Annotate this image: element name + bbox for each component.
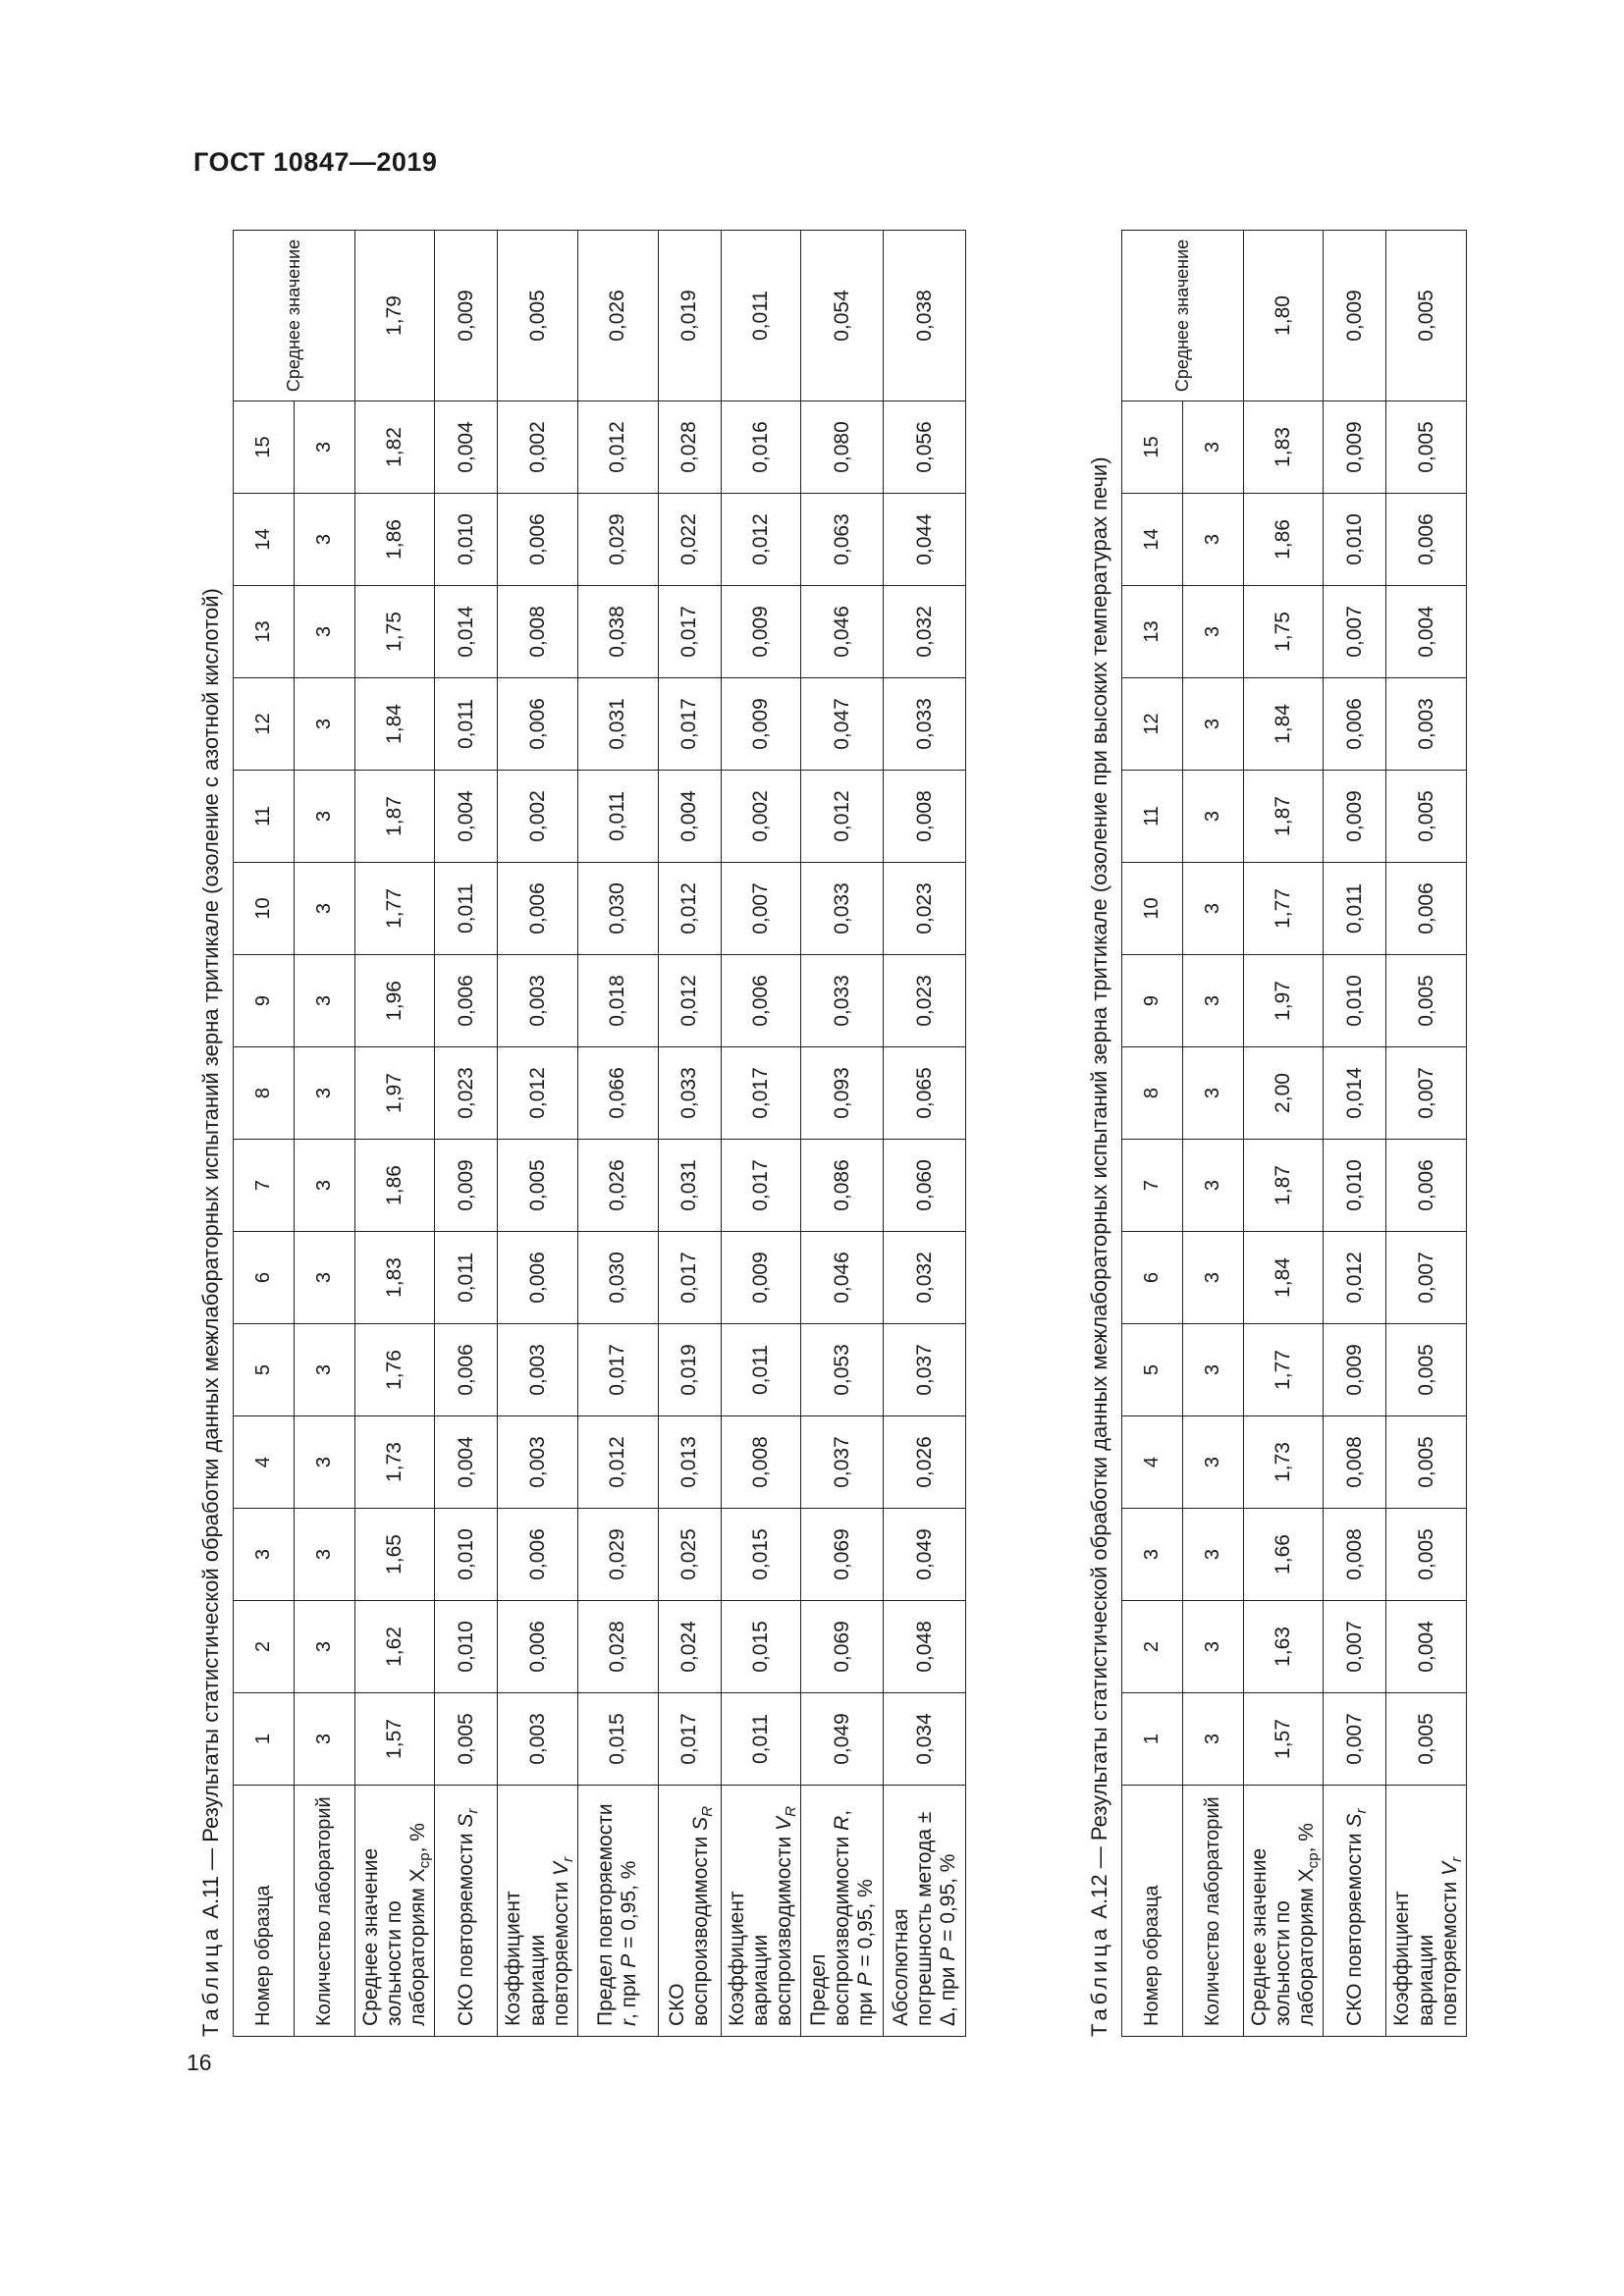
value-cell: 1,73 [1244, 1416, 1324, 1509]
value-cell: 0,009 [721, 1232, 800, 1324]
value-cell: 1,57 [355, 1693, 435, 1786]
value-cell: 1,73 [355, 1416, 435, 1509]
value-cell: 1,84 [1244, 678, 1324, 771]
value-cell: 0,003 [498, 1416, 577, 1509]
sample-number-cell: 13 [1122, 586, 1183, 678]
lab-count-cell: 3 [295, 1509, 355, 1601]
table-caption [1078, 231, 1121, 2037]
lab-count-header: Количество лабораторий [1183, 1786, 1244, 2037]
value-cell: 0,023 [884, 955, 966, 1047]
value-cell: 0,011 [721, 1324, 800, 1416]
value-cell: 0,012 [577, 401, 658, 494]
value-cell: 0,009 [1324, 1324, 1386, 1416]
lab-count-cell: 3 [1183, 1324, 1244, 1416]
value-cell: 0,010 [435, 1601, 498, 1693]
value-cell: 0,032 [884, 1232, 966, 1324]
value-cell: 0,008 [721, 1416, 800, 1509]
value-cell: 2,00 [1244, 1047, 1324, 1140]
value-cell: 1,87 [1244, 771, 1324, 863]
row-label: СКО повторяемости $S_r$ [435, 1786, 498, 2037]
sample-number-cell: 7 [234, 1140, 295, 1232]
value-cell: 0,004 [1386, 1601, 1466, 1693]
value-cell: 0,006 [721, 955, 800, 1047]
row-label: Коэффициент вариации воспроизводимости $V_R$ [721, 1786, 800, 2037]
value-cell: 0,011 [1324, 863, 1386, 955]
value-cell: 0,030 [577, 1232, 658, 1324]
value-cell: 0,011 [435, 863, 498, 955]
value-cell: 0,065 [884, 1047, 966, 1140]
value-cell: 0,014 [435, 586, 498, 678]
sample-number-row [1122, 231, 1183, 2037]
lab-count-cell: 3 [1183, 1693, 1244, 1786]
value-cell: 0,012 [801, 771, 884, 863]
lab-count-cell: 3 [295, 1232, 355, 1324]
value-cell: 0,025 [658, 1509, 721, 1601]
sample-number-cell: 15 [1122, 401, 1183, 494]
value-cell: 0,026 [577, 1140, 658, 1232]
sample-number-cell: 3 [234, 1509, 295, 1601]
value-cell: 0,032 [884, 586, 966, 678]
value-cell: 0,046 [801, 586, 884, 678]
value-cell: 0,015 [577, 1693, 658, 1786]
lab-count-cell: 3 [295, 1047, 355, 1140]
value-cell: 1,97 [355, 1047, 435, 1140]
lab-count-cell: 3 [295, 678, 355, 771]
value-cell: 1,84 [1244, 1232, 1324, 1324]
value-cell: 0,046 [801, 1232, 884, 1324]
value-cell: 0,015 [721, 1601, 800, 1693]
sample-number-cell: 10 [234, 863, 295, 955]
value-cell: 1,97 [1244, 955, 1324, 1047]
average-value-cell: 0,054 [801, 231, 884, 401]
row-label: Коэффициент вариации повторяемости $V_r$ [498, 1786, 577, 2037]
value-cell: 0,069 [801, 1601, 884, 1693]
average-value-cell: 1,80 [1244, 231, 1324, 401]
value-cell: 0,016 [721, 401, 800, 494]
value-cell: 0,066 [577, 1047, 658, 1140]
value-cell: 1,87 [1244, 1140, 1324, 1232]
table-row [1324, 231, 1386, 2037]
value-cell: 0,012 [658, 863, 721, 955]
row-label: Предел воспроизводимости R, при P = 0,95, % [801, 1786, 884, 2037]
value-cell: 0,023 [435, 1047, 498, 1140]
value-cell: 1,86 [1244, 494, 1324, 586]
value-cell: 0,011 [577, 771, 658, 863]
value-cell: 0,010 [1324, 955, 1386, 1047]
value-cell: 0,060 [884, 1140, 966, 1232]
value-cell: 0,048 [884, 1601, 966, 1693]
value-cell: 0,010 [435, 494, 498, 586]
sample-number-cell: 5 [1122, 1324, 1183, 1416]
value-cell: 1,87 [355, 771, 435, 863]
value-cell: 0,011 [435, 678, 498, 771]
average-value-cell: 0,026 [577, 231, 658, 401]
value-cell: 0,006 [498, 1509, 577, 1601]
value-cell: 0,056 [884, 401, 966, 494]
value-cell: 0,005 [498, 1140, 577, 1232]
value-cell: 0,012 [658, 955, 721, 1047]
value-cell: 0,017 [658, 678, 721, 771]
value-cell: 0,049 [884, 1509, 966, 1601]
value-cell: 1,65 [355, 1509, 435, 1601]
sample-number-cell: 12 [234, 678, 295, 771]
lab-count-cell: 3 [1183, 1232, 1244, 1324]
value-cell: 0,033 [884, 678, 966, 771]
value-cell: 0,008 [1324, 1509, 1386, 1601]
value-cell: 0,008 [498, 586, 577, 678]
value-cell: 0,011 [721, 1693, 800, 1786]
value-cell: 0,006 [1386, 494, 1466, 586]
value-cell: 1,84 [355, 678, 435, 771]
value-cell: 0,044 [884, 494, 966, 586]
lab-count-row [295, 231, 355, 2037]
value-cell: 0,026 [884, 1416, 966, 1509]
value-cell: 0,009 [1324, 401, 1386, 494]
lab-count-cell: 3 [1183, 494, 1244, 586]
value-cell: 0,037 [884, 1324, 966, 1416]
value-cell: 0,006 [498, 1232, 577, 1324]
average-value-cell: 0,005 [1386, 231, 1466, 401]
value-cell: 0,009 [1324, 771, 1386, 863]
caption-word: Таблица [198, 1924, 223, 2037]
lab-count-cell: 3 [1183, 955, 1244, 1047]
lab-count-row [1183, 231, 1244, 2037]
value-cell: 1,63 [1244, 1601, 1324, 1693]
table-row [498, 231, 577, 2037]
row-label: Среднее значение зольности по лабораториям $X_{ср}$, % [355, 1786, 435, 2037]
row-label: Среднее значение зольности по лабораториям $X_{ср}$, % [1244, 1786, 1324, 2037]
lab-count-cell: 3 [1183, 1509, 1244, 1601]
value-cell: 0,005 [1386, 771, 1466, 863]
value-cell: 0,002 [498, 401, 577, 494]
average-header: Среднее значение [1122, 231, 1244, 401]
value-cell: 0,018 [577, 955, 658, 1047]
table-a11-block [189, 231, 1044, 2037]
value-cell: 0,047 [801, 678, 884, 771]
value-cell: 0,007 [1324, 1693, 1386, 1786]
lab-count-cell: 3 [295, 1324, 355, 1416]
lab-count-cell: 3 [1183, 1416, 1244, 1509]
value-cell: 0,034 [884, 1693, 966, 1786]
row-label: Коэффициент вариации повторяемости $V_r$ [1386, 1786, 1466, 2037]
sample-number-cell: 2 [1122, 1601, 1183, 1693]
value-cell: 0,033 [801, 863, 884, 955]
sample-number-cell: 9 [234, 955, 295, 1047]
value-cell: 0,007 [1324, 1601, 1386, 1693]
value-cell: 0,006 [435, 955, 498, 1047]
value-cell: 0,014 [1324, 1047, 1386, 1140]
sample-number-cell: 4 [1122, 1416, 1183, 1509]
value-cell: 0,006 [498, 863, 577, 955]
average-value-cell: 0,009 [1324, 231, 1386, 401]
lab-count-cell: 3 [1183, 401, 1244, 494]
value-cell: 0,017 [658, 1693, 721, 1786]
value-cell: 1,75 [1244, 586, 1324, 678]
value-cell: 0,012 [498, 1047, 577, 1140]
table-row [355, 231, 435, 2037]
value-cell: 0,004 [435, 771, 498, 863]
value-cell: 0,005 [1386, 1324, 1466, 1416]
sample-number-cell: 14 [1122, 494, 1183, 586]
value-cell: 1,86 [355, 1140, 435, 1232]
value-cell: 0,008 [884, 771, 966, 863]
value-cell: 0,007 [1386, 1232, 1466, 1324]
value-cell: 1,82 [355, 401, 435, 494]
value-cell: 0,004 [1386, 586, 1466, 678]
lab-count-cell: 3 [1183, 863, 1244, 955]
sample-number-cell: 8 [1122, 1047, 1183, 1140]
value-cell: 0,007 [721, 863, 800, 955]
value-cell: 0,004 [658, 771, 721, 863]
value-cell: 0,033 [658, 1047, 721, 1140]
caption-word: Таблица [1087, 1924, 1111, 2037]
sample-number-cell: 11 [234, 771, 295, 863]
sample-number-cell: 2 [234, 1601, 295, 1693]
value-cell: 1,86 [355, 494, 435, 586]
value-cell: 0,009 [721, 678, 800, 771]
value-cell: 0,007 [1324, 586, 1386, 678]
value-cell: 0,010 [435, 1509, 498, 1601]
row-label: Предел повторяемости r, при P = 0,95, % [577, 1786, 658, 2037]
lab-count-cell: 3 [295, 1140, 355, 1232]
sample-number-cell: 4 [234, 1416, 295, 1509]
row-label: СКО повторяемости $S_r$ [1324, 1786, 1386, 2037]
lab-count-cell: 3 [295, 586, 355, 678]
table-body [1244, 231, 1467, 2037]
value-cell: 0,012 [577, 1416, 658, 1509]
lab-count-cell: 3 [1183, 678, 1244, 771]
value-cell: 1,77 [355, 863, 435, 955]
data-table [1121, 230, 1467, 2037]
table-row [658, 231, 721, 2037]
sample-number-cell: 5 [234, 1324, 295, 1416]
value-cell: 0,023 [884, 863, 966, 955]
value-cell: 0,005 [1386, 401, 1466, 494]
value-cell: 0,069 [801, 1509, 884, 1601]
value-cell: 1,77 [1244, 863, 1324, 955]
sample-number-cell: 8 [234, 1047, 295, 1140]
data-table [233, 230, 966, 2037]
average-header: Среднее значение [234, 231, 355, 401]
caption-text: А.12 — Результаты статистической обработки данных межлабораторных испытаний зерна тритикале (озоление при высоких температурах печи) [1087, 456, 1111, 1919]
sample-number-cell: 6 [234, 1232, 295, 1324]
value-cell: 0,002 [498, 771, 577, 863]
row-label: СКО воспроизводимости $S_R$ [658, 1786, 721, 2037]
value-cell: 1,75 [355, 586, 435, 678]
value-cell: 1,77 [1244, 1324, 1324, 1416]
value-cell: 0,008 [1324, 1416, 1386, 1509]
caption-text: А.11 — Результаты статистической обработки данных межлабораторных испытаний зерна тритикале (озоление с азотной кислотой) [198, 588, 223, 1919]
value-cell: 0,038 [577, 586, 658, 678]
lab-count-cell: 3 [295, 1693, 355, 1786]
value-cell: 0,017 [721, 1047, 800, 1140]
document-title: ГОСТ 10847—2019 [193, 147, 438, 177]
value-cell: 0,006 [1386, 863, 1466, 955]
value-cell: 0,006 [435, 1324, 498, 1416]
lab-count-cell: 3 [1183, 1140, 1244, 1232]
value-cell: 1,62 [355, 1601, 435, 1693]
value-cell: 0,003 [498, 955, 577, 1047]
value-cell: 0,024 [658, 1601, 721, 1693]
value-cell: 0,053 [801, 1324, 884, 1416]
value-cell: 0,010 [1324, 1140, 1386, 1232]
lab-count-cell: 3 [295, 771, 355, 863]
value-cell: 1,57 [1244, 1693, 1324, 1786]
lab-count-cell: 3 [295, 955, 355, 1047]
lab-count-cell: 3 [1183, 586, 1244, 678]
value-cell: 1,76 [355, 1324, 435, 1416]
lab-count-cell: 3 [1183, 771, 1244, 863]
average-value-cell: 0,005 [498, 231, 577, 401]
value-cell: 0,006 [498, 678, 577, 771]
table-row [884, 231, 966, 2037]
table-body [355, 231, 966, 2037]
average-value-cell: 0,019 [658, 231, 721, 401]
lab-count-cell: 3 [1183, 1601, 1244, 1693]
value-cell: 0,002 [721, 771, 800, 863]
value-cell: 0,006 [1324, 678, 1386, 771]
value-cell: 0,029 [577, 494, 658, 586]
value-cell: 0,019 [658, 1324, 721, 1416]
value-cell: 0,017 [658, 586, 721, 678]
value-cell: 0,033 [801, 955, 884, 1047]
value-cell: 0,004 [435, 401, 498, 494]
value-cell: 0,086 [801, 1140, 884, 1232]
sample-number-cell: 7 [1122, 1140, 1183, 1232]
value-cell: 0,080 [801, 401, 884, 494]
value-cell: 0,028 [658, 401, 721, 494]
value-cell: 0,005 [1386, 1509, 1466, 1601]
value-cell: 0,005 [1386, 955, 1466, 1047]
sample-number-cell: 3 [1122, 1509, 1183, 1601]
sample-number-cell: 15 [234, 401, 295, 494]
lab-count-cell: 3 [295, 1601, 355, 1693]
table-a12-block [1078, 231, 1490, 2037]
sample-number-cell: 1 [1122, 1693, 1183, 1786]
average-value-cell: 0,011 [721, 231, 800, 401]
table-row [1386, 231, 1466, 2037]
lab-count-cell: 3 [1183, 1047, 1244, 1140]
value-cell: 0,005 [1386, 1693, 1466, 1786]
table-row [1244, 231, 1324, 2037]
sample-number-cell: 13 [234, 586, 295, 678]
value-cell: 0,011 [435, 1232, 498, 1324]
table-row [435, 231, 498, 2037]
value-cell: 0,010 [1324, 494, 1386, 586]
lab-count-cell: 3 [295, 863, 355, 955]
table-row [801, 231, 884, 2037]
value-cell: 0,022 [658, 494, 721, 586]
value-cell: 1,83 [355, 1232, 435, 1324]
value-cell: 0,037 [801, 1416, 884, 1509]
value-cell: 0,029 [577, 1509, 658, 1601]
value-cell: 0,004 [435, 1416, 498, 1509]
value-cell: 0,003 [498, 1324, 577, 1416]
value-cell: 0,006 [498, 1601, 577, 1693]
table-caption [189, 231, 233, 2037]
value-cell: 1,83 [1244, 401, 1324, 494]
value-cell: 0,031 [577, 678, 658, 771]
value-cell: 0,017 [577, 1324, 658, 1416]
value-cell: 0,093 [801, 1047, 884, 1140]
row-label: Абсолютная погрешность метода ± Δ, при P = 0,95, % [884, 1786, 966, 2037]
lab-count-cell: 3 [295, 1416, 355, 1509]
value-cell: 0,063 [801, 494, 884, 586]
value-cell: 1,66 [1244, 1509, 1324, 1601]
value-cell: 0,017 [658, 1232, 721, 1324]
sample-number-cell: 12 [1122, 678, 1183, 771]
value-cell: 0,028 [577, 1601, 658, 1693]
average-value-cell: 1,79 [355, 231, 435, 401]
value-cell: 0,012 [721, 494, 800, 586]
value-cell: 0,005 [1386, 1416, 1466, 1509]
sample-number-cell: 10 [1122, 863, 1183, 955]
lab-count-header: Количество лабораторий [295, 1786, 355, 2037]
value-cell: 0,006 [498, 494, 577, 586]
table-row [577, 231, 658, 2037]
value-cell: 0,030 [577, 863, 658, 955]
table-row [721, 231, 800, 2037]
value-cell: 0,012 [1324, 1232, 1386, 1324]
value-cell: 1,96 [355, 955, 435, 1047]
average-value-cell: 0,038 [884, 231, 966, 401]
value-cell: 0,017 [721, 1140, 800, 1232]
sample-number-cell: 1 [234, 1693, 295, 1786]
value-cell: 0,013 [658, 1416, 721, 1509]
value-cell: 0,005 [435, 1693, 498, 1786]
sample-number-cell: 6 [1122, 1232, 1183, 1324]
value-cell: 0,003 [498, 1693, 577, 1786]
value-cell: 0,009 [721, 586, 800, 678]
lab-count-cell: 3 [295, 401, 355, 494]
sample-number-cell: 14 [234, 494, 295, 586]
sample-number-row [234, 231, 295, 2037]
value-cell: 0,009 [435, 1140, 498, 1232]
value-cell: 0,007 [1386, 1047, 1466, 1140]
sample-number-cell: 9 [1122, 955, 1183, 1047]
value-cell: 0,006 [1386, 1140, 1466, 1232]
page-number: 16 [187, 2050, 212, 2075]
average-value-cell: 0,009 [435, 231, 498, 401]
sample-number-cell: 11 [1122, 771, 1183, 863]
value-cell: 0,049 [801, 1693, 884, 1786]
sample-number-header: Номер образца [1122, 1786, 1183, 2037]
sample-number-header: Номер образца [234, 1786, 295, 2037]
value-cell: 0,015 [721, 1509, 800, 1601]
value-cell: 0,031 [658, 1140, 721, 1232]
lab-count-cell: 3 [295, 494, 355, 586]
value-cell: 0,003 [1386, 678, 1466, 771]
